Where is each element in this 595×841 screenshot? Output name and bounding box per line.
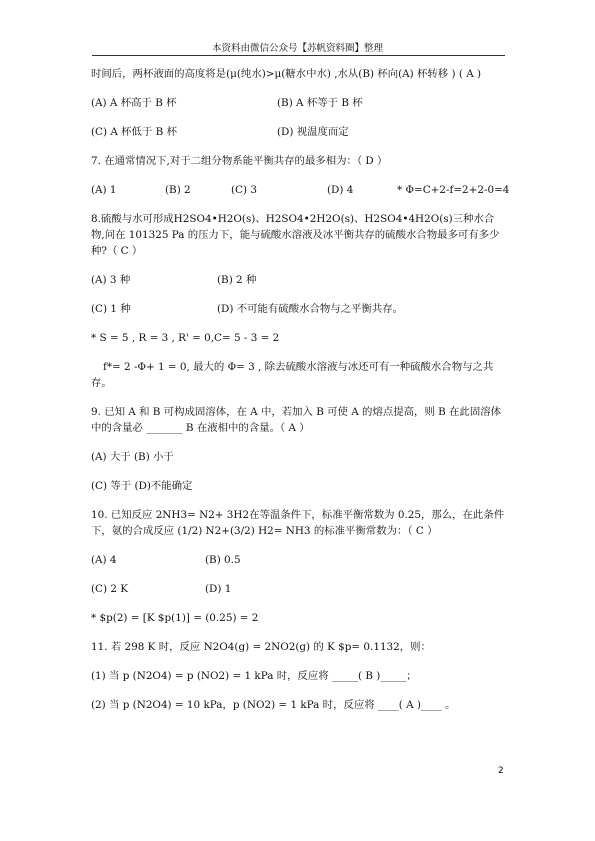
q10-note: * $p(2) = [K $p(1)] = (0.25) = 2 [91,612,259,624]
page-number: 2 [498,766,504,776]
q7-option-d: (D) 4 [327,184,354,196]
q10-option-a: (A) 4 [91,554,117,566]
q7-option-b: (B) 2 [165,184,191,196]
q7-stem: 7. 在通常情况下,对于二组分物系能平衡共存的最多相为：（ D ） [91,155,388,167]
q6-continuation: 时间后，两杯液面的高度将是(μ(纯水)>μ(糖水中水) ,水从(B) 杯向(A) 杯转移 ) ( A ) [91,68,482,80]
q6-options-row1 [91,95,507,111]
q10-option-b: (B) 0.5 [205,554,241,566]
q7-note: * Φ=C+2-f=2+2-0=4 [397,184,510,196]
q7-options-row [91,182,510,198]
q10-options-row2 [91,581,507,597]
q8-stem: 8.硫酸与水可形成H2SO4•H2O(s)、H2SO4•2H2O(s)、H2SO4•4H2O(s)三种水合物,问在 101325 Pa 的压力下，能与硫酸水溶液及冰平衡共存的硫酸水合物最多可有多少种?（ C ） [91,213,500,257]
q11-stem: 11. 若 298 K 时，反应 N2O4(g) = 2NO2(g) 的 K $p= 0.1132，则： [91,641,431,653]
q8-note-2: f*= 2 -Φ+ 1 = 0, 最大的 Φ= 3 , 除去硫酸水溶液与冰还可有一种硫酸水合物与之共存。 [91,361,494,389]
q10-option-d: (D) 1 [205,583,232,595]
q8-option-b: (B) 2 种 [217,274,257,286]
q8-options-row1 [91,272,507,288]
q6-option-a: (A) A 杯高于 B 杯 [91,97,177,109]
q6-option-b: (B) A 杯等于 B 杯 [277,97,363,109]
q8-note-1: * S = 5 , R = 3 , R' = 0,C= 5 - 3 = 2 [91,332,280,344]
q10-stem: 10. 已知反应 2NH3= N2+ 3H2在等温条件下，标准平衡常数为 0.25，那么，在此条件下，氨的合成反应 (1/2) N2+(3/2) H2= NH3 的标准平衡常数为：（ C ） [91,509,505,537]
q6-option-d: (D) 视温度而定 [277,126,349,138]
q10-options-row1 [91,552,507,568]
q9-options-row1: (A) 大于 (B) 小于 [91,451,174,463]
q10-option-c: (C) 2 K [91,583,129,595]
q9-options-row2: (C) 等于 (D)不能确定 [91,480,193,492]
q11-part-1: (1) 当 p (N2O4) = p (NO2) = 1 kPa 时，反应将 _____( B )_____； [91,670,417,682]
q6-option-c: (C) A 杯低于 B 杯 [91,126,177,138]
q8-option-c: (C) 1 种 [91,303,131,315]
q11-part-2: (2) 当 p (N2O4) = 10 kPa，p (NO2) = 1 kPa 时，反应将 ____( A )____ 。 [91,699,456,711]
document-body [91,66,510,713]
q8-options-row2 [91,301,507,317]
q7-option-c: (C) 3 [231,184,257,196]
page-header: 本资料由微信公众号【苏帆资料圈】整理 [211,43,383,54]
q6-options-row2 [91,124,507,140]
q8-option-a: (A) 3 种 [91,274,131,286]
q8-option-d: (D) 不可能有硫酸水合物与之平衡共存。 [217,303,403,315]
q7-option-a: (A) 1 [91,184,117,196]
q9-stem: 9. 已知 A 和 B 可构成固溶体，在 A 中，若加入 B 可使 A 的熔点提高，则 B 在此固溶体中的含量必 _______ B 在液相中的含量。（ A ） [91,406,501,434]
header-rule [92,55,505,56]
